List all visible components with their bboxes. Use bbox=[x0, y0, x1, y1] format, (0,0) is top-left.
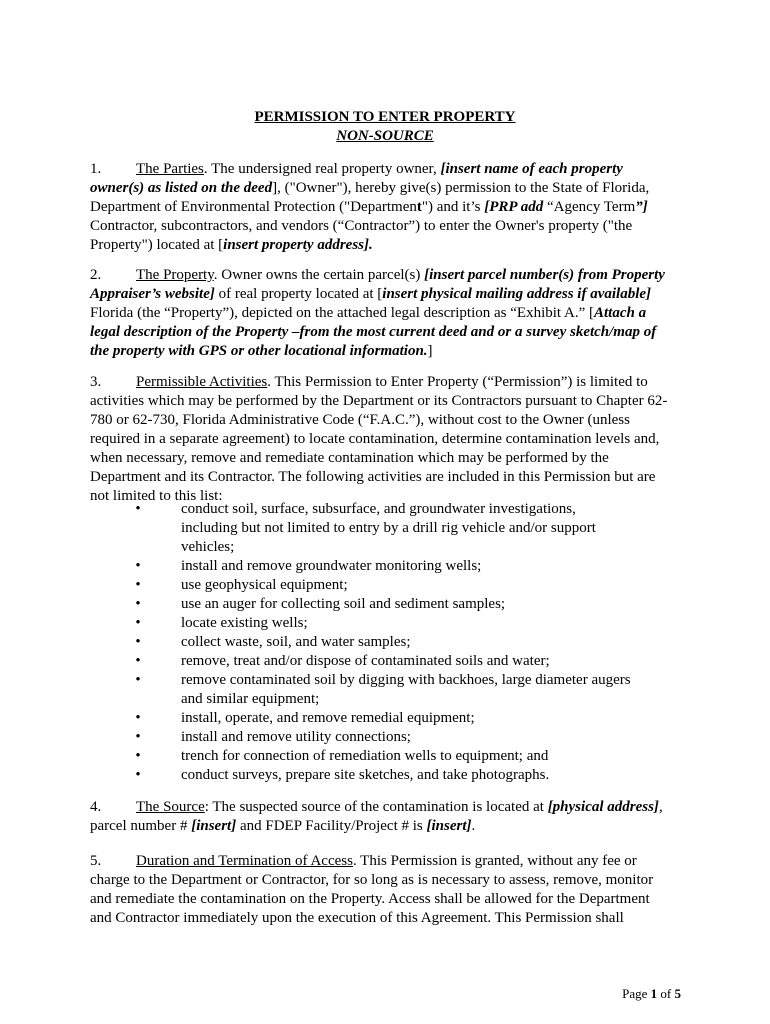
list-item: • install and remove groundwater monitoring wells; bbox=[90, 557, 690, 576]
list-item: • locate existing wells; bbox=[90, 614, 690, 633]
section-heading: The Property bbox=[136, 267, 214, 283]
list-item: • collect waste, soil, and water samples; bbox=[90, 633, 690, 652]
bullet-icon: • bbox=[135, 577, 141, 593]
list-item: • install and remove utility connections; bbox=[90, 728, 690, 747]
list-item: • use an auger for collecting soil and sediment samples; bbox=[90, 595, 690, 614]
list-item: • remove contaminated soil by digging with backhoes, large diameter augers and similar equipment; bbox=[90, 671, 690, 709]
bullet-icon: • bbox=[135, 634, 141, 650]
list-item: • conduct soil, surface, subsurface, and groundwater investigations, including but not limited to entry by a drill rig vehicle and/or support vehicles; bbox=[90, 500, 690, 557]
list-item: • conduct surveys, prepare site sketches, and take photographs. bbox=[90, 766, 690, 785]
bullet-icon: • bbox=[135, 672, 141, 688]
bullet-icon: • bbox=[135, 748, 141, 764]
bullet-icon: • bbox=[135, 653, 141, 669]
bullet-icon: • bbox=[135, 710, 141, 726]
bullet-icon: • bbox=[135, 767, 141, 783]
document-subtitle: NON-SOURCE bbox=[336, 128, 434, 144]
section-heading: Duration and Termination of Access bbox=[136, 853, 353, 869]
bullet-icon: • bbox=[135, 596, 141, 612]
section-heading: The Source bbox=[136, 799, 205, 815]
document-title: PERMISSION TO ENTER PROPERTY bbox=[254, 109, 516, 125]
section-source: 4. The Source: The suspected source of the contamination is located at [physical address], parcel number # [insert] and FDEP Facility/Project # is [insert]. bbox=[90, 799, 663, 834]
section-parties: 1. The Parties. The undersigned real property owner, [insert name of each property owner(s) as listed on the deed], ("Owner"), hereby give(s) permission to the State of Florida, Department of Environmental Protection ("Department") and it’s [PRP add “Agency Term”] Contractor, subcontractors, and vendors (“Contractor”) to enter the Owner's property ("the Property") located at [insert property address]. bbox=[90, 161, 650, 253]
section-heading: Permissible Activities bbox=[136, 374, 268, 390]
section-heading: The Parties bbox=[136, 161, 204, 177]
bullet-icon: • bbox=[135, 615, 141, 631]
section-property: 2. The Property. Owner owns the certain parcel(s) [insert parcel number(s) from Property Appraiser’s website] of real property located at [insert physical mailing address if available] Florida (the “Property”), depicted on the attached legal description as “Exhibit A.” [Attach a legal description of the Property –from the most current deed and or a survey sketch/map of the property with GPS or other locational information.] bbox=[90, 267, 665, 359]
page-number: Page 1 of 5 bbox=[622, 986, 681, 1001]
bullet-icon: • bbox=[135, 558, 141, 574]
section-duration: 5. Duration and Termination of Access. This Permission is granted, without any fee or charge to the Department or Contractor, for so long as is necessary to assess, remove, monitor and remediate the contamination on the Property. Access shall be allowed for the Department and Contractor immediately upon the execution of this Agreement. This Permission shall bbox=[90, 853, 654, 926]
bullet-icon: • bbox=[135, 729, 141, 745]
list-item: • use geophysical equipment; bbox=[90, 576, 690, 595]
list-item: • remove, treat and/or dispose of contaminated soils and water; bbox=[90, 652, 690, 671]
section-permissible-activities: 3. Permissible Activities. This Permission to Enter Property (“Permission”) is limited to activities which may be performed by the Department or its Contractors pursuant to Chapter 62- 780 or 62-730, Florida Administrative Code (“F.A.C.”), without cost to the Owner (unless required in a separate agreement) to locate contamination, determine contamination levels and, when necessary, remove and remediate contamination which may be performed by the Department and its Contractor. The following activities are included in this Permission but are not limited to this list: bbox=[90, 374, 668, 504]
bullet-icon: • bbox=[135, 501, 141, 517]
list-item: • trench for connection of remediation wells to equipment; and bbox=[90, 747, 690, 766]
list-item: • install, operate, and remove remedial equipment; bbox=[90, 709, 690, 728]
activities-list bbox=[90, 500, 690, 785]
document-title-block bbox=[0, 108, 770, 146]
